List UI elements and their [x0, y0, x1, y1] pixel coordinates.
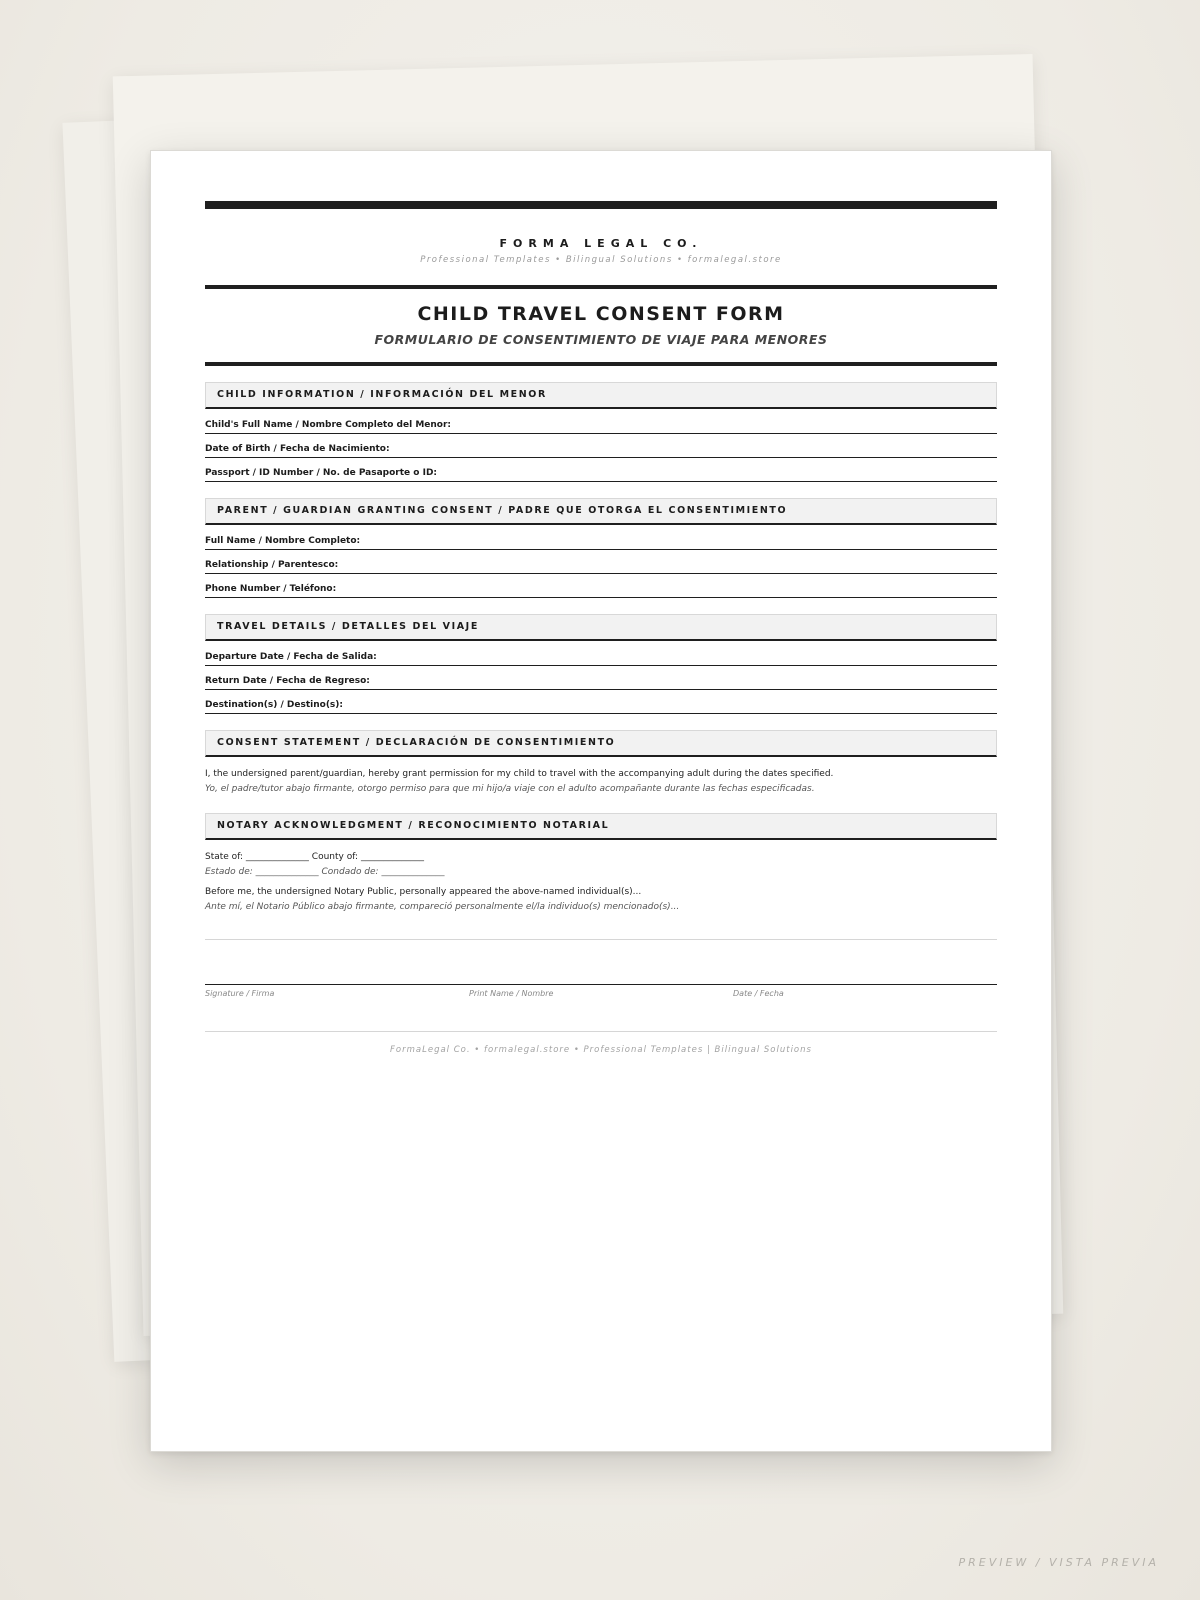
section-child-information — [205, 382, 997, 482]
brand-tagline: Professional Templates • Bilingual Solutions • formalegal.store — [420, 255, 782, 265]
section-consent-statement — [205, 730, 997, 797]
date-label: Date / Fecha — [733, 989, 784, 998]
return-date-field[interactable]: Return Date / Fecha de Regreso: — [205, 676, 997, 690]
consent-text-english: I, the undersigned parent/guardian, hereby grant permission for my child to travel with the accompanying adult during the dates specified. — [205, 769, 834, 779]
signature-line[interactable] — [205, 984, 997, 985]
section-heading: CHILD INFORMATION / INFORMACIÓN DEL MENOR — [205, 382, 997, 409]
form-subtitle: FORMULARIO DE CONSENTIMIENTO DE VIAJE PARA MENORES — [374, 332, 828, 347]
form-title: CHILD TRAVEL CONSENT FORM — [417, 303, 785, 325]
notary-body — [205, 850, 997, 915]
relationship-field[interactable]: Relationship / Parentesco: — [205, 560, 997, 574]
child-name-field[interactable]: Child's Full Name / Nombre Completo del Menor: — [205, 420, 997, 434]
notary-location-english: State of: ______________ County of: ______________ — [205, 852, 424, 862]
child-passport-field[interactable]: Passport / ID Number / No. de Pasaporte o ID: — [205, 468, 997, 482]
divider — [205, 939, 997, 940]
section-heading: PARENT / GUARDIAN GRANTING CONSENT / PADRE QUE OTORGA EL CONSENTIMIENTO — [205, 498, 997, 525]
destination-field[interactable]: Destination(s) / Destino(s): — [205, 700, 997, 714]
section-heading: TRAVEL DETAILS / DETALLES DEL VIAJE — [205, 614, 997, 641]
consent-text-spanish: Yo, el padre/tutor abajo firmante, otorgo permiso para que mi hijo/a viaje con el adulto acompañante durante las fechas especificadas. — [205, 784, 815, 794]
section-travel-details — [205, 614, 997, 714]
section-heading: NOTARY ACKNOWLEDGMENT / RECONOCIMIENTO NOTARIAL — [205, 813, 997, 840]
phone-field[interactable]: Phone Number / Teléfono: — [205, 584, 997, 598]
departure-date-field[interactable]: Departure Date / Fecha de Salida: — [205, 652, 997, 666]
divider — [205, 285, 997, 289]
divider — [205, 1031, 997, 1032]
section-notary-acknowledgment — [205, 813, 997, 915]
page-footer: FormaLegal Co. • formalegal.store • Professional Templates | Bilingual Solutions — [390, 1045, 812, 1055]
preview-watermark: PREVIEW / VISTA PREVIA — [958, 1556, 1159, 1569]
notary-text-spanish: Ante mí, el Notario Público abajo firmante, compareció personalmente el/la individuo(s) mencionado(s)... — [205, 902, 680, 912]
child-dob-field[interactable]: Date of Birth / Fecha de Nacimiento: — [205, 444, 997, 458]
page-content — [205, 201, 997, 1055]
signature-labels — [205, 989, 997, 1003]
document-page — [150, 150, 1052, 1452]
notary-location-spanish: Estado de: ______________ Condado de: ______________ — [205, 867, 445, 877]
parent-name-field[interactable]: Full Name / Nombre Completo: — [205, 536, 997, 550]
consent-body — [205, 767, 997, 797]
print-name-label: Print Name / Nombre — [469, 989, 554, 998]
top-bar — [205, 201, 997, 209]
notary-text-english: Before me, the undersigned Notary Public, personally appeared the above-named individual(s)... — [205, 887, 642, 897]
brand-name: FORMA LEGAL CO. — [499, 237, 703, 250]
section-heading: CONSENT STATEMENT / DECLARACIÓN DE CONSENTIMIENTO — [205, 730, 997, 757]
signature-label: Signature / Firma — [205, 989, 275, 998]
section-parent-guardian — [205, 498, 997, 598]
divider — [205, 362, 997, 366]
